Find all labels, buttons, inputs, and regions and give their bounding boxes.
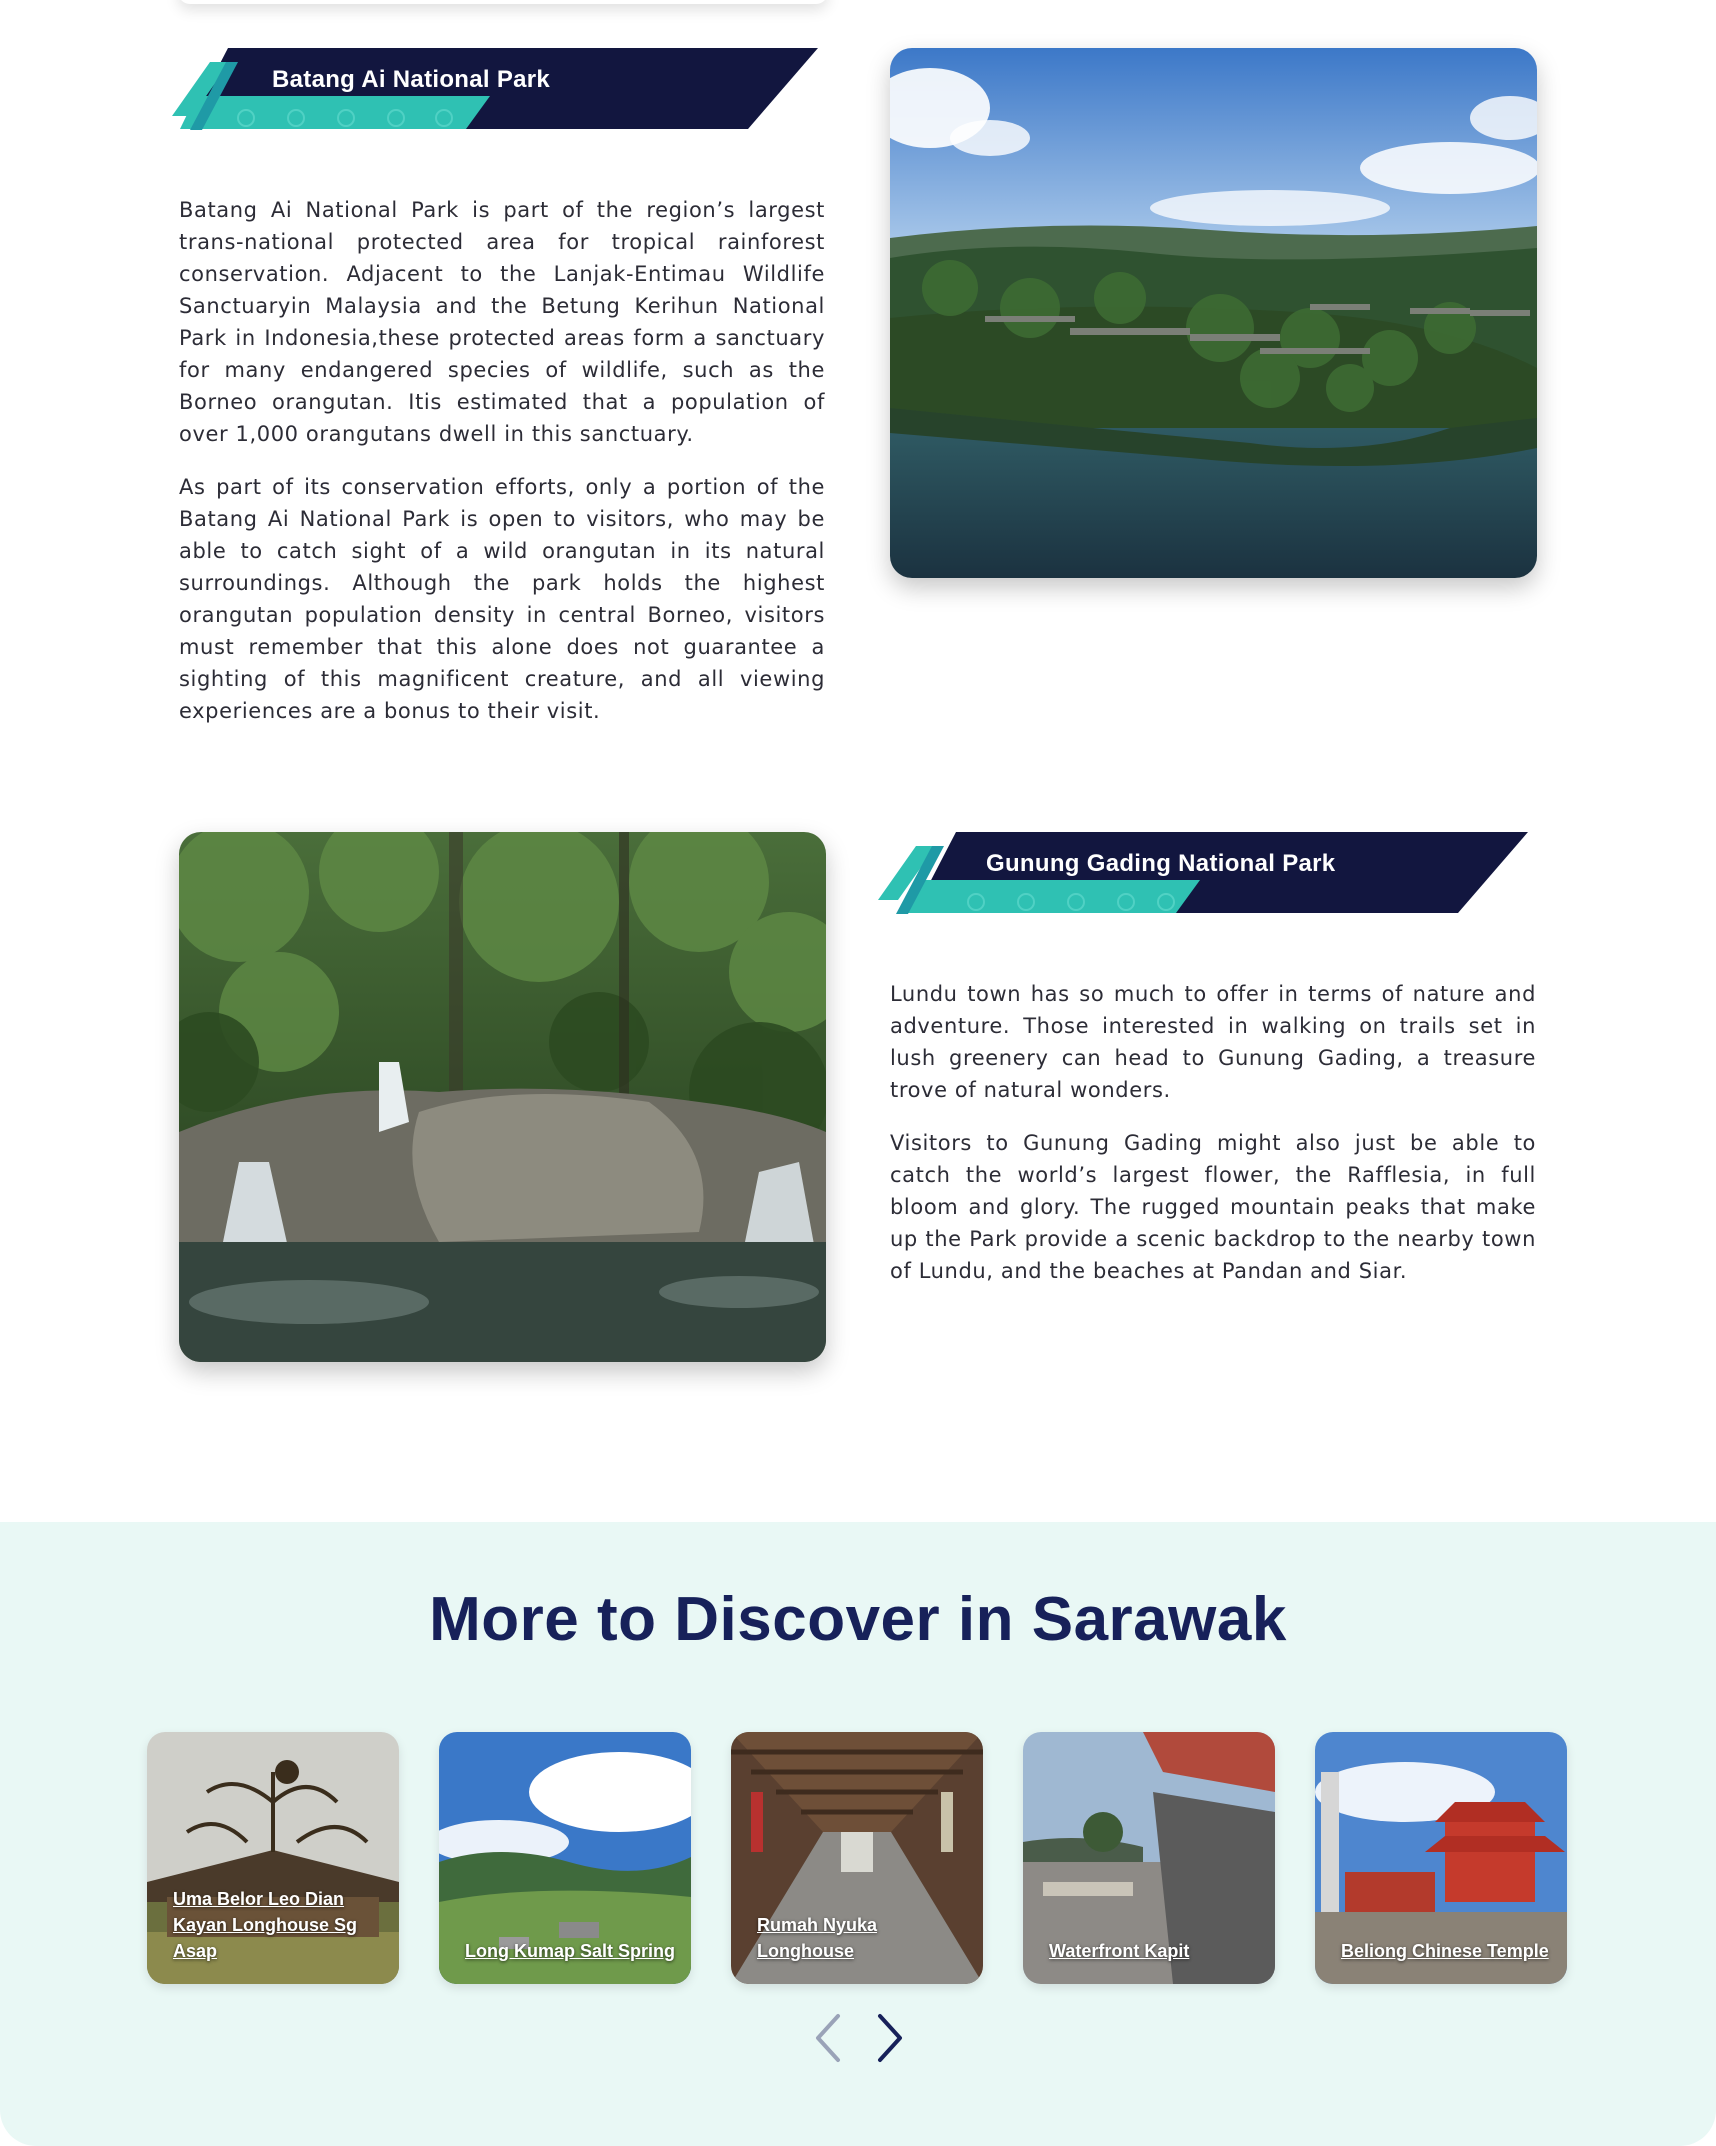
section-title: Gunung Gading National Park (986, 850, 1336, 877)
previous-section-edge (178, 0, 828, 4)
card-link[interactable]: Beliong Chinese Temple (1341, 1941, 1549, 1961)
discover-card[interactable] (1315, 1732, 1567, 1984)
chevron-left-icon (808, 2010, 848, 2066)
section-body-batang-ai (179, 194, 825, 748)
discover-title: More to Discover in Sarawak (429, 1585, 1287, 1654)
section-banner-batang-ai (166, 48, 826, 132)
card-link[interactable]: Uma Belor Leo Dian Kayan Longhouse Sg Asap (173, 1889, 358, 1961)
section-body-gunung-gading (890, 978, 1536, 1308)
card-link[interactable]: Rumah Nyuka Longhouse (757, 1915, 878, 1961)
discover-card[interactable] (731, 1732, 983, 1984)
card-link[interactable]: Waterfront Kapit (1049, 1941, 1190, 1961)
paragraph: Lundu town has so much to offer in terms of nature and adventure. Those interested in walking on trails set in lush greenery can head to Gunung Gading, a treasure trove of natural wonders. (890, 982, 1536, 1102)
discover-section (0, 1522, 1716, 2146)
batang-ai-photo (890, 48, 1537, 578)
chevron-right-icon (870, 2010, 910, 2066)
gunung-gading-photo (179, 832, 826, 1362)
carousel-prev-button[interactable] (808, 2010, 848, 2066)
discover-card[interactable] (439, 1732, 691, 1984)
section-banner-gunung-gading (876, 832, 1536, 916)
carousel-next-button[interactable] (870, 2010, 910, 2066)
discover-card[interactable] (1023, 1732, 1275, 1984)
paragraph: Visitors to Gunung Gading might also just be able to catch the world’s largest flower, the Rafflesia, in full bloom and glory. The rugged mountain peaks that make up the Park provide a scenic backdrop to the nearby town of Lundu, and the beaches at Pandan and Siar. (890, 1131, 1536, 1283)
section-title: Batang Ai National Park (272, 66, 551, 93)
paragraph: Batang Ai National Park is part of the region’s largest trans-national protected area for tropical rainforest conservation. Adjacent to the Lanjak-Entimau Wildlife Sanctuaryin Malaysia and the Betung Kerihun National Park in Indonesia,these protected areas form a sanctuary for many endangered species of wildlife, such as the Borneo orangutan. Itis estimated that a population of over 1,000 orangutans dwell in this sanctuary. (179, 198, 825, 446)
card-link[interactable]: Long Kumap Salt Spring (465, 1941, 675, 1961)
discover-card[interactable] (147, 1732, 399, 1984)
paragraph: As part of its conservation efforts, only a portion of the Batang Ai National Park is open to visitors, who may be able to catch sight of a wild orangutan in its natural surroundings. Although the park holds the highest orangutan population density in central Borneo, visitors must remember that this alone does not guarantee a sighting of this magnificent creature, and all viewing experiences are a bonus to their visit. (179, 475, 825, 723)
